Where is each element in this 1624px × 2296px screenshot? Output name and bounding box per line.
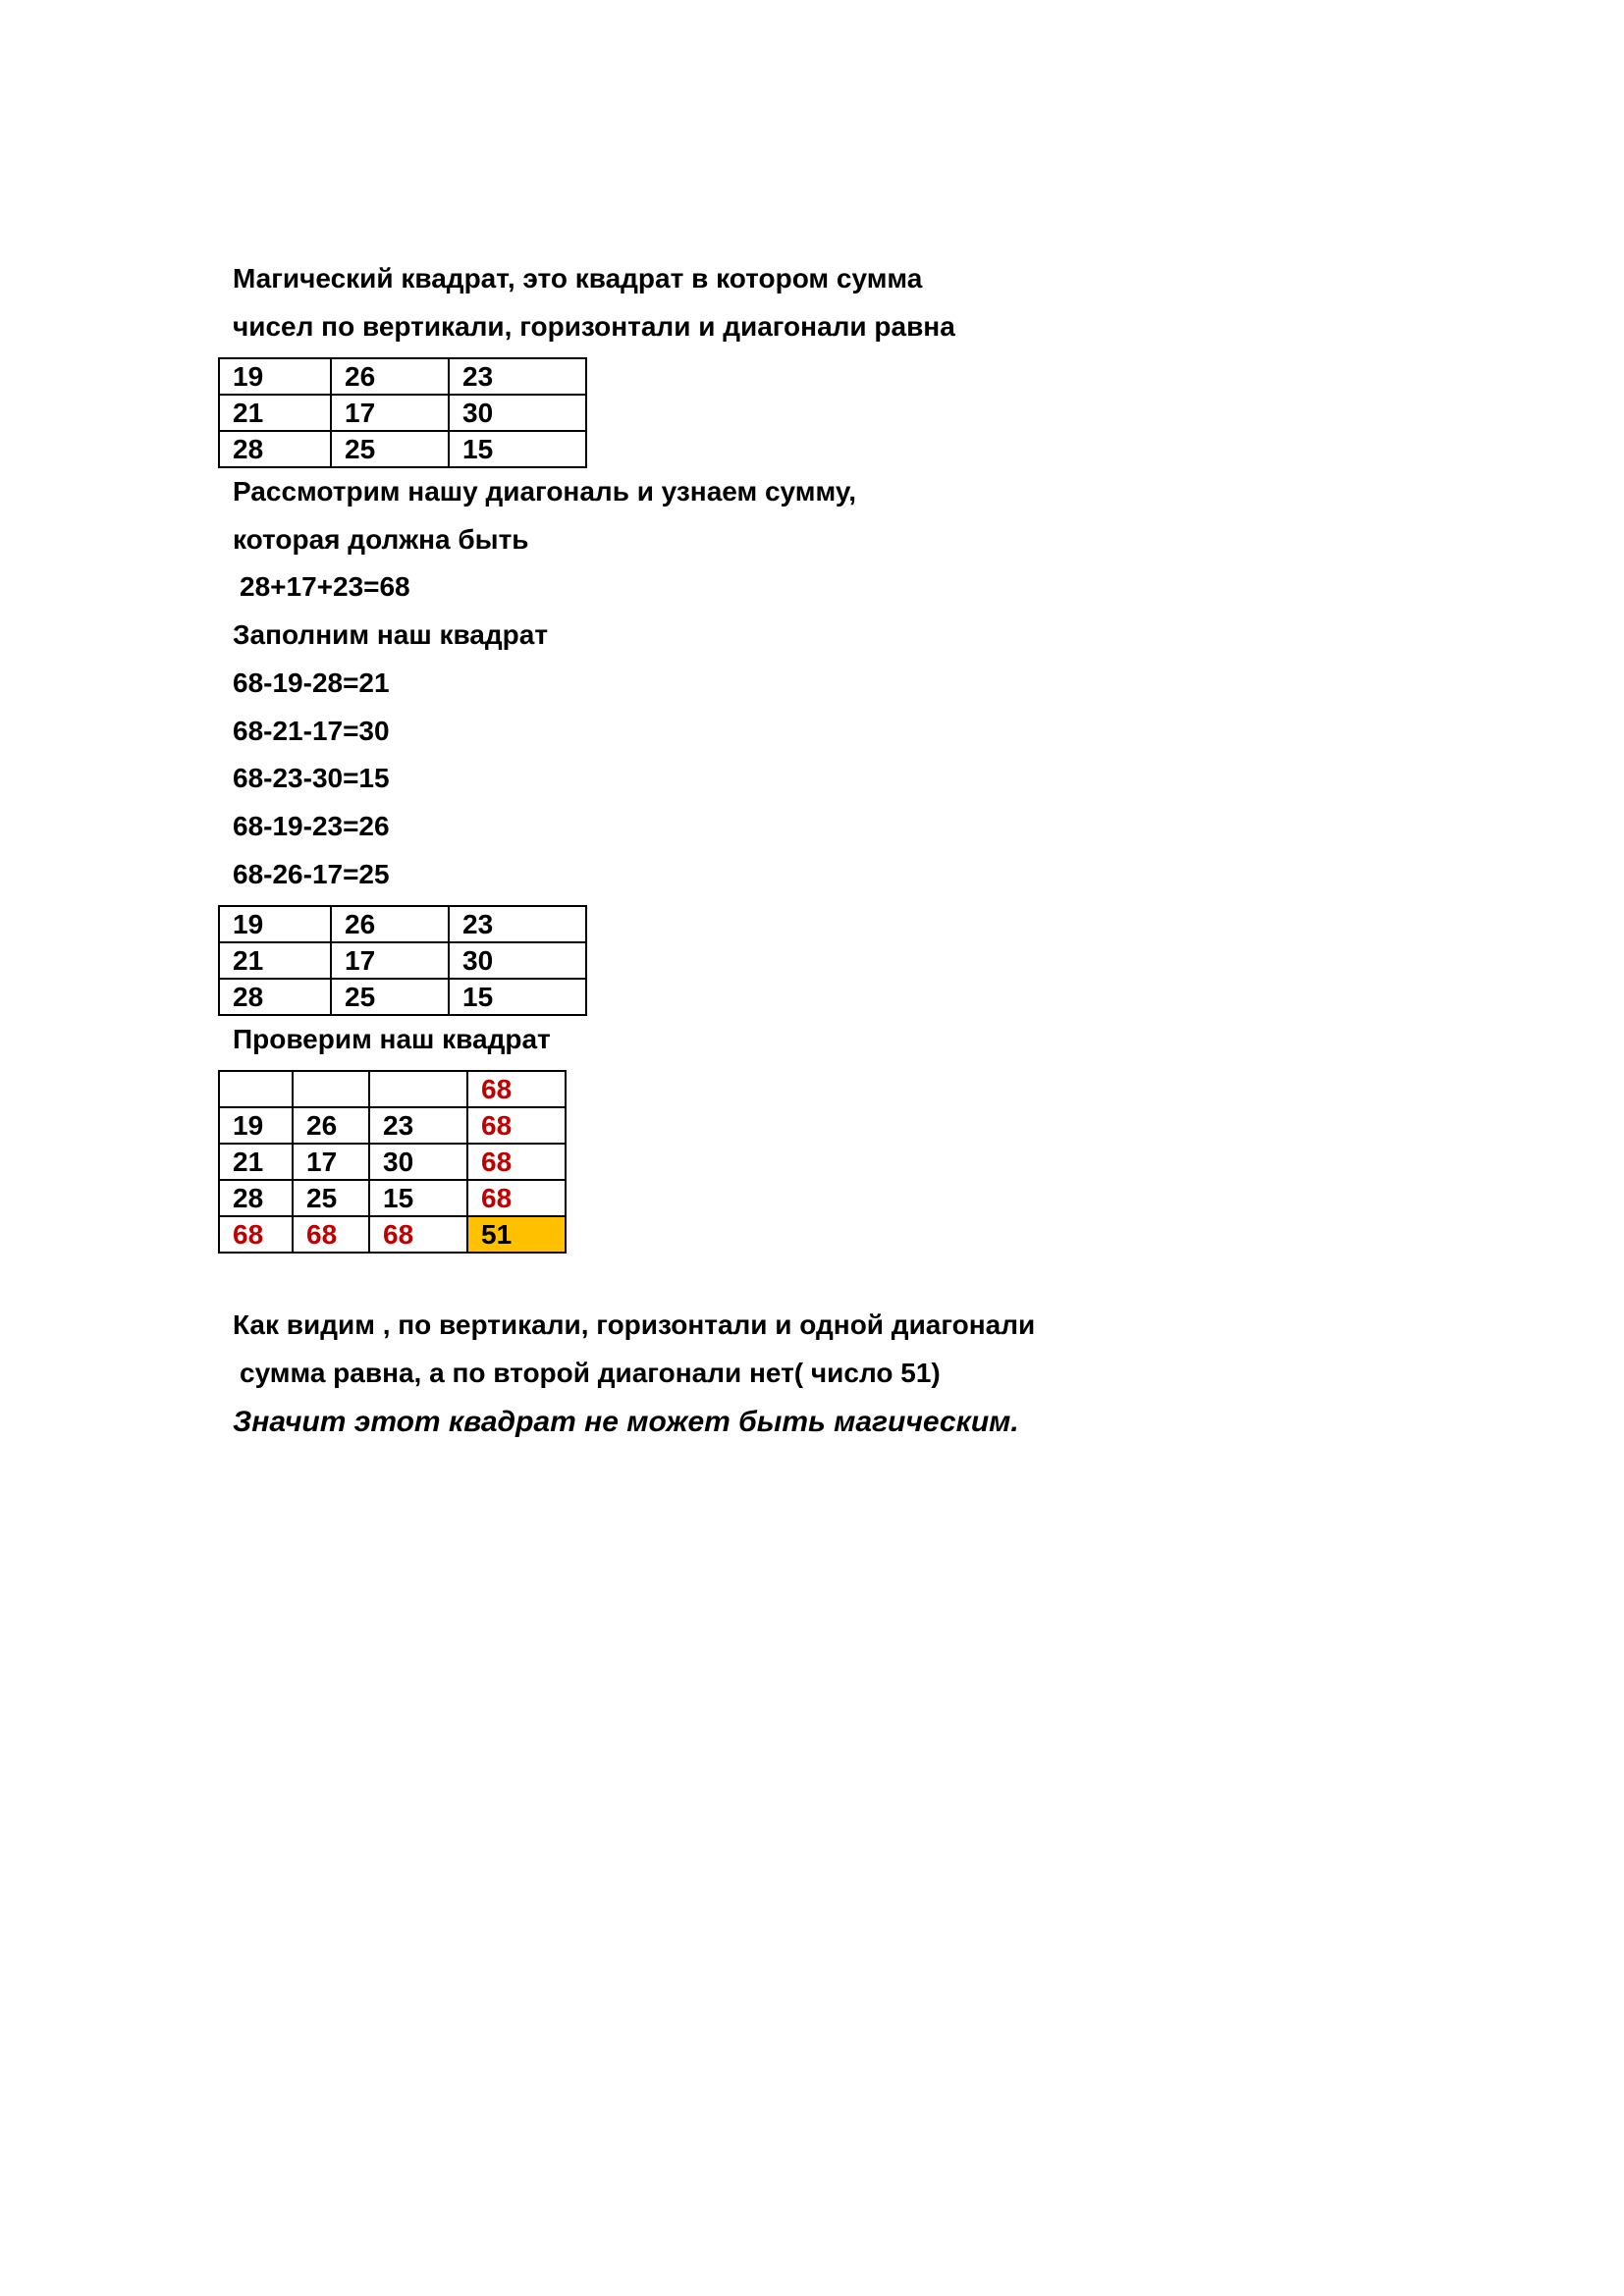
explanation-line-1: Рассмотрим нашу диагональ и узнаем сумму,: [233, 476, 857, 507]
table-cell: 25: [331, 979, 449, 1015]
column-sum-cell: 68: [219, 1216, 293, 1253]
table-row: [219, 395, 586, 431]
table-cell: 17: [293, 1144, 369, 1180]
intro-line-2: чисел по вертикали, горизонтали и диагонали равна: [233, 311, 955, 342]
conclusion-statement: Значит этот квадрат не может быть магическим.: [233, 1406, 1019, 1438]
table-cell: 19: [219, 358, 331, 395]
second-diagonal-sum-cell: 51: [467, 1216, 566, 1253]
calculation-step: 68-21-17=30: [233, 716, 390, 746]
table-cell: 26: [293, 1107, 369, 1144]
table-cell: 17: [331, 395, 449, 431]
conclusion-line-2: сумма равна, а по второй диагонали нет( число 51): [240, 1358, 941, 1388]
table-cell: 30: [369, 1144, 467, 1180]
calculation-step: 68-19-23=26: [233, 811, 390, 841]
table-row: [219, 906, 586, 942]
magic-square-table-1: [218, 357, 587, 468]
table-row: [219, 1144, 566, 1180]
calculation-step: 68-19-28=21: [233, 667, 390, 698]
table-cell: [219, 1071, 293, 1107]
intro-line-1: Магический квадрат, это квадрат в котором сумма: [233, 263, 923, 294]
calculation-step: 68-23-30=15: [233, 763, 390, 793]
table-cell: 21: [219, 942, 331, 979]
check-table: [218, 1070, 567, 1254]
table-cell: 19: [219, 1107, 293, 1144]
calculation-step: 68-26-17=25: [233, 859, 390, 889]
table-cell: 30: [449, 942, 586, 979]
table-row: [219, 1216, 566, 1253]
magic-square-table-2: [218, 905, 587, 1016]
table-row: [219, 431, 586, 467]
table-cell: 28: [219, 1180, 293, 1216]
table-cell: 26: [331, 358, 449, 395]
explanation-line-4: Заполним наш квадрат: [233, 619, 549, 650]
column-sum-cell: 68: [293, 1216, 369, 1253]
table-cell: 26: [331, 906, 449, 942]
table-cell: 15: [449, 431, 586, 467]
table-cell: 23: [369, 1107, 467, 1144]
table-cell: 21: [219, 1144, 293, 1180]
table-row: [219, 358, 586, 395]
row-sum-cell: 68: [467, 1180, 566, 1216]
table-cell: 28: [219, 431, 331, 467]
table-cell: 23: [449, 358, 586, 395]
row-sum-cell: 68: [467, 1144, 566, 1180]
table-cell: 30: [449, 395, 586, 431]
table-row: [219, 1180, 566, 1216]
table-cell: 23: [449, 906, 586, 942]
table-row: [219, 979, 586, 1015]
table-cell: 28: [219, 979, 331, 1015]
table-cell: 15: [449, 979, 586, 1015]
conclusion-line-1: Как видим , по вертикали, горизонтали и одной диагонали: [233, 1309, 1036, 1340]
table-cell: 25: [331, 431, 449, 467]
table-row: [219, 1107, 566, 1144]
table-cell: 25: [293, 1180, 369, 1216]
explanation-line-2: которая должна быть: [233, 524, 529, 555]
table-cell: 15: [369, 1180, 467, 1216]
check-heading: Проверим наш квадрат: [233, 1024, 551, 1054]
table-cell: 19: [219, 906, 331, 942]
table-row: [219, 942, 586, 979]
table-cell: [369, 1071, 467, 1107]
table-cell: 17: [331, 942, 449, 979]
diagonal-sum-equation: 28+17+23=68: [240, 571, 410, 602]
column-sum-cell: 68: [369, 1216, 467, 1253]
diagonal-sum-cell: 68: [467, 1071, 566, 1107]
table-cell: [293, 1071, 369, 1107]
row-sum-cell: 68: [467, 1107, 566, 1144]
table-row: [219, 1071, 566, 1107]
table-cell: 21: [219, 395, 331, 431]
